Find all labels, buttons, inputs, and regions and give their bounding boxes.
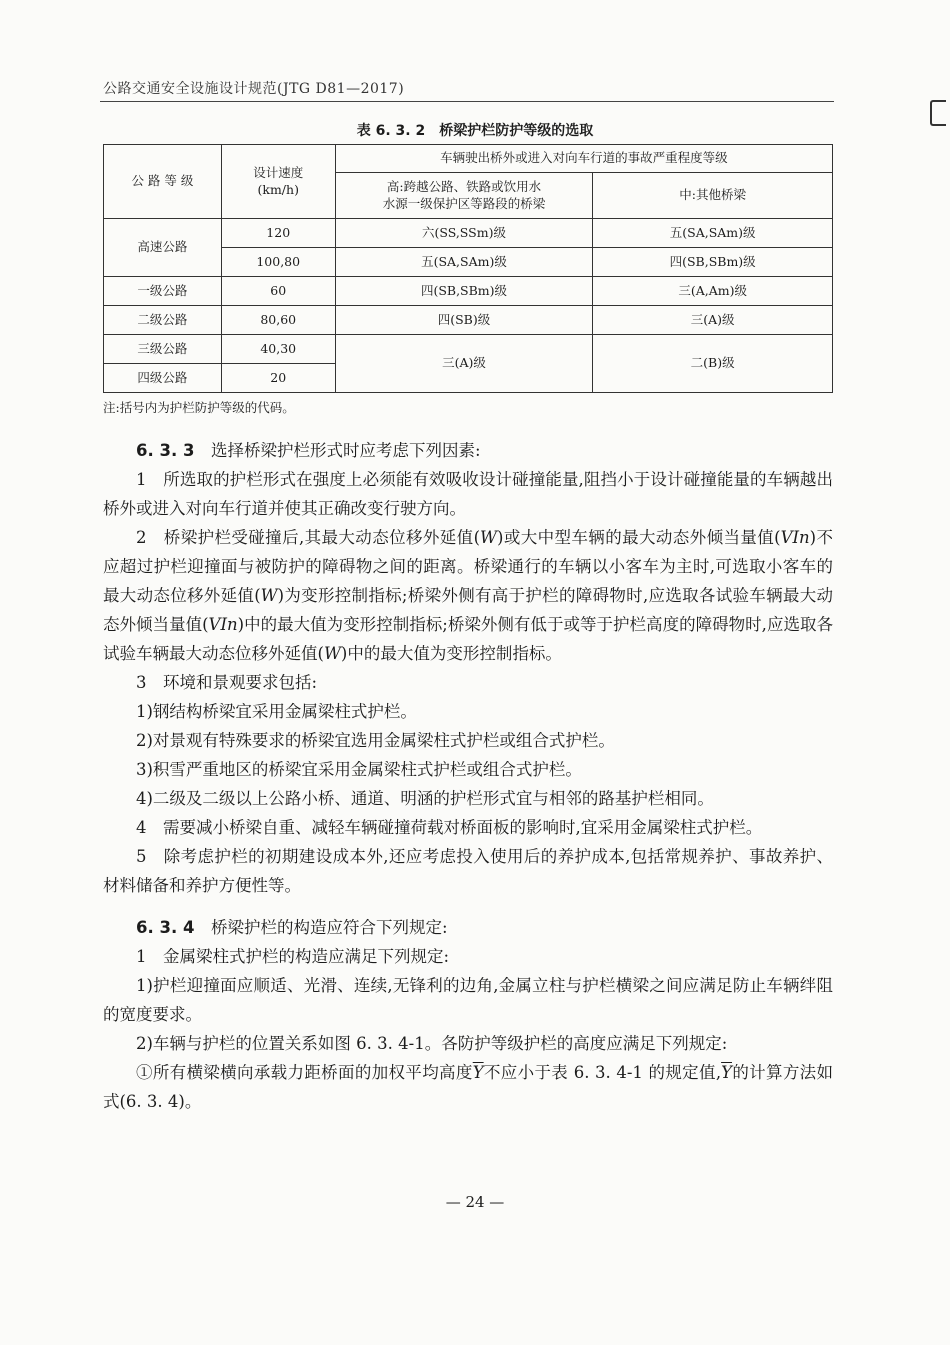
table-note: 注:括号内为护栏防护等级的代码。: [103, 400, 295, 415]
cell-class3: 三级公路: [104, 335, 222, 364]
header-speed-line1: 设计速度: [253, 164, 304, 180]
cell-speed: 60: [221, 277, 335, 306]
text-run: 不应小于表 6. 3. 4-1 的规定值,: [483, 1063, 722, 1082]
symbol-w: W: [480, 528, 497, 547]
section-number: 6. 3. 4: [136, 918, 195, 937]
paragraph: 1 金属梁柱式护栏的构造应满足下列规定:: [136, 947, 450, 966]
text-run: )中的最大值为变形控制指标;桥梁外侧有低于或等于护栏高度的障碍物时,应选取各试验车辆最大动态位移外延值(: [103, 615, 833, 663]
paragraph: [103, 523, 833, 668]
paragraph: 3 环境和景观要求包括:: [136, 673, 318, 692]
symbol-w: W: [323, 644, 341, 663]
cell-speed: 20: [221, 364, 335, 393]
header-high-line2: 水源一级保护区等路段的桥梁: [382, 195, 546, 211]
running-header: 公路交通安全设施设计规范(JTG D81—2017): [103, 81, 405, 97]
list-item: 1)钢结构桥梁宜采用金属梁柱式护栏。: [136, 702, 417, 721]
cell-high: 四(SB)级: [335, 306, 593, 335]
section-number: 6. 3. 3: [136, 441, 195, 460]
header-severity-mid: 中:其他桥梁: [593, 173, 833, 219]
list-item: 3)积雪严重地区的桥梁宜采用金属梁柱式护栏或组合式护栏。: [136, 760, 582, 779]
table-caption: 表 6. 3. 2 桥梁护栏防护等级的选取: [356, 123, 594, 139]
cell-mid: 二(B)级: [593, 335, 833, 393]
symbol-y-bar: $\overline{Y}$: [472, 1063, 484, 1082]
header-speed-line2: (km/h): [257, 181, 299, 197]
text-run: )或大中型车辆的最大动态外倾当量值(: [496, 528, 781, 547]
text-run: ①所有横梁横向承载力距桥面的加权平均高度: [136, 1063, 473, 1082]
cell-mid: 五(SA,SAm)级: [593, 219, 833, 248]
list-item: 2)对景观有特殊要求的桥梁宜选用金属梁柱式护栏或组合式护栏。: [136, 731, 615, 750]
cell-mid: 三(A)级: [593, 306, 833, 335]
list-item: 4)二级及二级以上公路小桥、通道、明涵的护栏形式宜与相邻的路基护栏相同。: [136, 789, 714, 808]
cell-speed: 120: [221, 219, 335, 248]
header-severity: 车辆驶出桥外或进入对向车行道的事故严重程度等级: [335, 145, 832, 173]
text-run: 的计算方法如式(6. 3. 4)。: [103, 1063, 834, 1111]
cell-class2: 二级公路: [104, 306, 222, 335]
text-run: )为变形控制指标;桥梁外侧有高于护栏的障碍物时,应选取各试验车辆最大动态外倾当量值(: [103, 586, 834, 634]
spacer: [103, 900, 833, 913]
header-road-class: 公 路 等 级: [104, 145, 222, 219]
text-run: )中的最大值为变形控制指标。: [340, 644, 562, 663]
symbol-vin: VIn: [208, 615, 238, 634]
section-6-3-3: [103, 436, 833, 465]
section-title: 选择桥梁护栏形式时应考虑下列因素:: [210, 441, 481, 460]
guardrail-level-table: [103, 144, 833, 393]
header-high-line1: 高:跨越公路、铁路或饮用水: [386, 178, 542, 194]
header-severity-high: [335, 173, 593, 219]
section-title: 桥梁护栏的构造应符合下列规定:: [210, 918, 448, 937]
paragraph: 5 除考虑护栏的初期建设成本外,还应考虑投入使用后的养护成本,包括常规养护、事故养护、材料储备和养护方便性等。: [103, 847, 833, 895]
text-run: )不应超过护栏迎撞面与被防护的障碍物之间的距离。桥梁通行的车辆以小客车为主时,可选取小客车的最大动态位移外延值(: [103, 528, 834, 605]
cell-class1: 一级公路: [104, 277, 222, 306]
body-text: [103, 436, 833, 1116]
cell-speed: 100,80: [221, 248, 335, 277]
symbol-w: W: [260, 586, 278, 605]
cell-high: 六(SS,SSm)级: [335, 219, 593, 248]
paragraph: 4 需要减小桥梁自重、减轻车辆碰撞荷载对桥面板的影响时,宜采用金属梁柱式护栏。: [136, 818, 763, 837]
section-6-3-4: [103, 913, 833, 942]
cell-mid: 三(A,Am)级: [593, 277, 833, 306]
cell-high: 三(A)级: [335, 335, 593, 393]
list-item: 1)护栏迎撞面应顺适、光滑、连续,无锋利的边角,金属立柱与护栏横梁之间应满足防止车辆绊阻的宽度要求。: [103, 976, 833, 1024]
cell-class4: 四级公路: [104, 364, 222, 393]
symbol-y-bar: $\overline{Y}$: [721, 1063, 732, 1082]
cell-speed: 40,30: [221, 335, 335, 364]
list-item: 2)车辆与护栏的位置关系如图 6. 3. 4-1。各防护等级护栏的高度应满足下列规定:: [136, 1034, 728, 1053]
page-number: — 24 —: [445, 1193, 505, 1211]
cell-expressway: 高速公路: [104, 219, 222, 277]
symbol-vin: VIn: [780, 528, 810, 547]
cell-speed: 80,60: [221, 306, 335, 335]
text-run: 2 桥梁护栏受碰撞后,其最大动态位移外延值(: [136, 528, 481, 547]
list-item: [103, 1058, 833, 1116]
cell-mid: 四(SB,SBm)级: [593, 248, 833, 277]
paragraph: 1 所选取的护栏形式在强度上必须能有效吸收设计碰撞能量,阻挡小于设计碰撞能量的车辆越出桥外或进入对向车行道并使其正确改变行驶方向。: [103, 470, 833, 518]
cell-high: 四(SB,SBm)级: [335, 277, 593, 306]
cell-high: 五(SA,SAm)级: [335, 248, 593, 277]
header-rule: [100, 101, 834, 102]
header-design-speed: [221, 145, 335, 219]
